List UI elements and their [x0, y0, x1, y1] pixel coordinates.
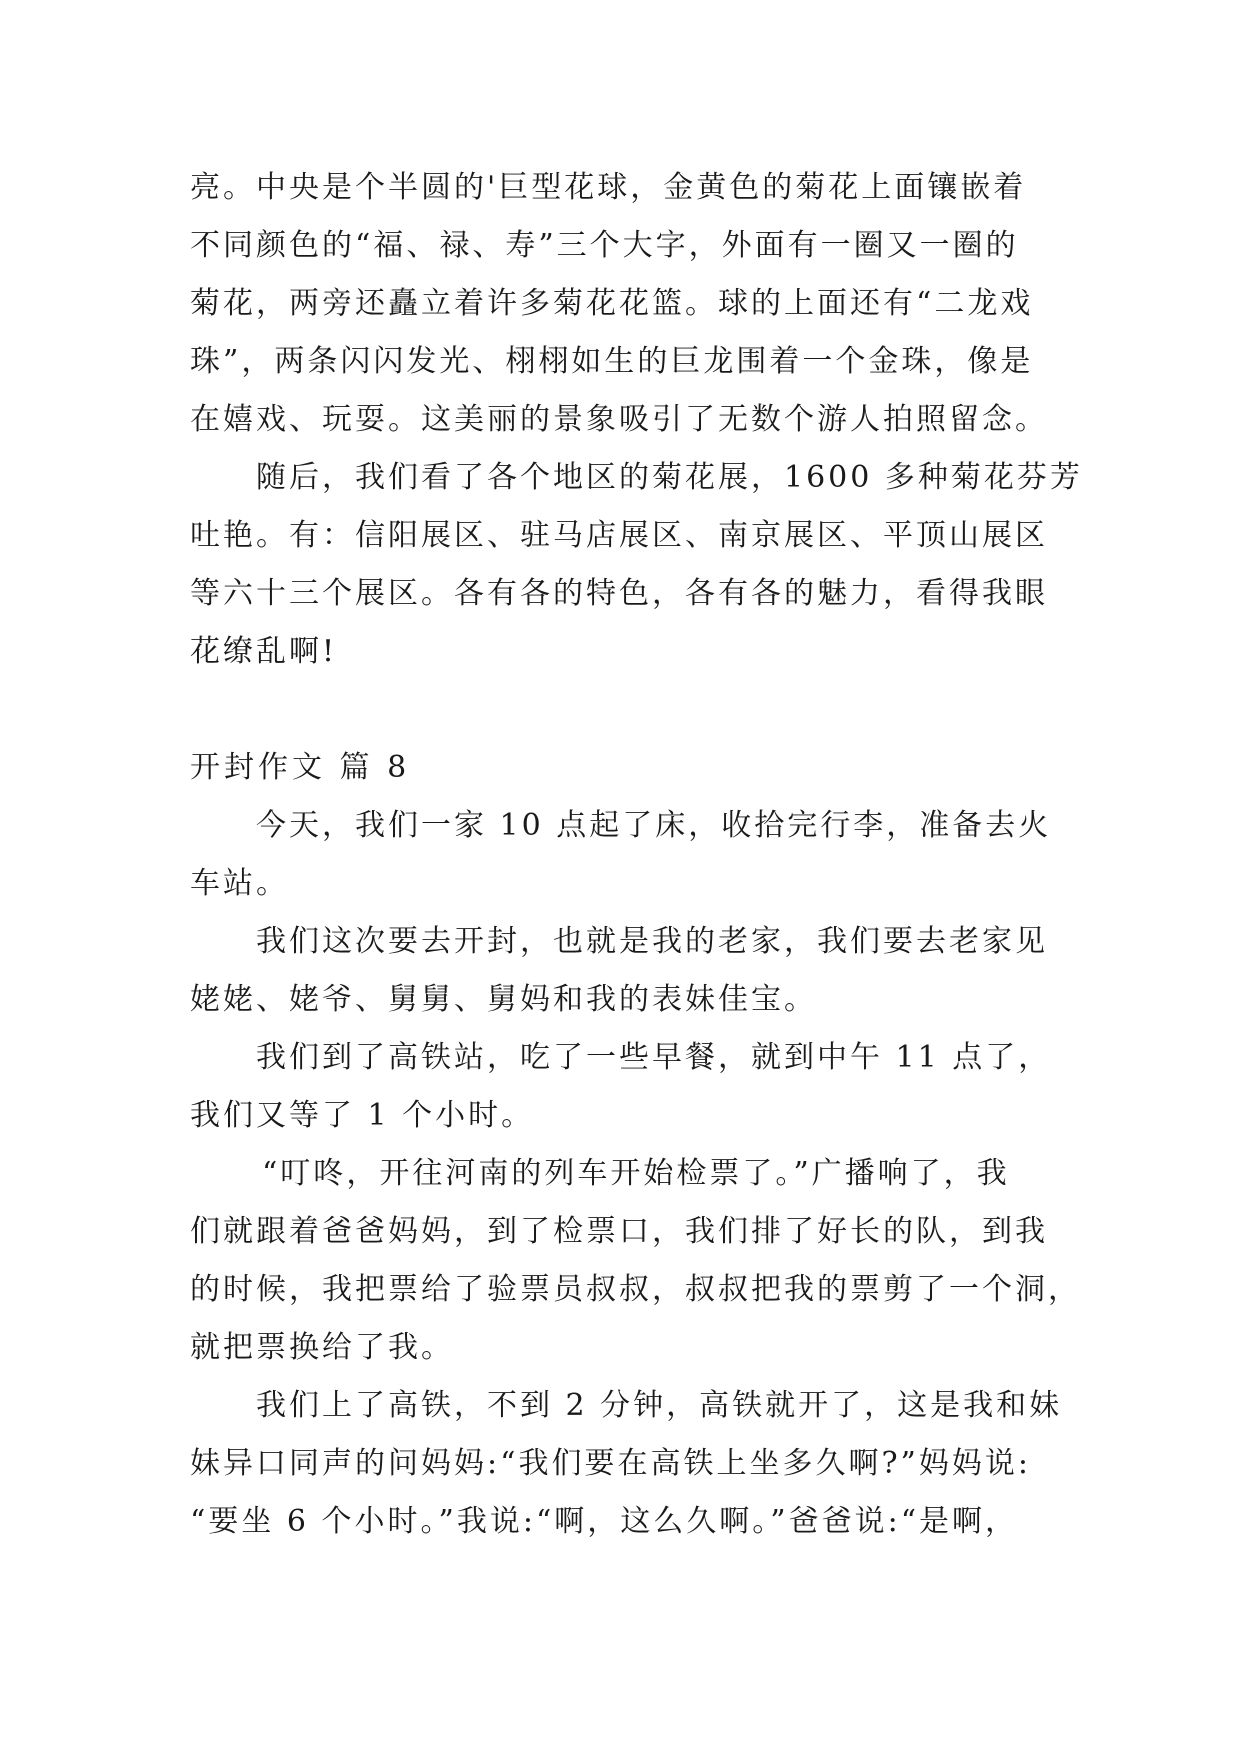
paragraph-line: 我们到了高铁站，吃了一些早餐，就到中午 11 点了， [256, 1040, 1052, 1075]
paragraph-line: 等六十三个展区。各有各的特色，各有各的魅力，看得我眼 [190, 576, 1048, 611]
paragraph-line: 今天，我们一家 10 点起了床，收拾完行李，准备去火 [256, 808, 1052, 843]
paragraph-line: 车站。 [190, 866, 289, 901]
paragraph-line: 们就跟着爸爸妈妈，到了检票口，我们排了好长的队，到我 [190, 1214, 1048, 1249]
paragraph-line: 珠”，两条闪闪发光、栩栩如生的巨龙围着一个金珠，像是 [190, 344, 1034, 379]
paragraph-line: 不同颜色的“福、禄、寿”三个大字，外面有一圈又一圈的 [190, 228, 1019, 263]
paragraph-line: 妹异口同声的问妈妈:“我们要在高铁上坐多久啊?”妈妈说: [190, 1446, 1031, 1481]
paragraph-line: 姥姥、姥爷、舅舅、舅妈和我的表妹佳宝。 [190, 982, 817, 1017]
paragraph-line: 吐艳。有：信阳展区、驻马店展区、南京展区、平顶山展区 [190, 518, 1048, 553]
paragraph-line: 我们上了高铁，不到 2 分钟，高铁就开了，这是我和妹 [256, 1388, 1063, 1423]
paragraph-line: 在嬉戏、玩耍。这美丽的景象吸引了无数个游人拍照留念。 [190, 402, 1048, 437]
paragraph-line: 花缭乱啊! [190, 634, 338, 669]
paragraph-line: 我们这次要去开封，也就是我的老家，我们要去老家见 [256, 924, 1048, 959]
paragraph-line: “要坐 6 个小时。”我说:“啊，这么久啊。”爸爸说:“是啊， [190, 1504, 1019, 1539]
section-heading: 开封作文 篇 8 [190, 750, 411, 785]
paragraph-line: 亮。中央是个半圆的'巨型花球，金黄色的菊花上面镶嵌着 [190, 170, 1027, 205]
paragraph-line: 菊花，两旁还矗立着许多菊花花篮。球的上面还有“二龙戏 [190, 286, 1034, 321]
paragraph-line: 随后，我们看了各个地区的菊花展，1600 多种菊花芬芳 [256, 460, 1083, 495]
paragraph-line: 的时候，我把票给了验票员叔叔，叔叔把我的票剪了一个洞， [190, 1272, 1081, 1307]
paragraph-line: 我们又等了 1 个小时。 [190, 1098, 535, 1133]
paragraph-line: 就把票换给了我。 [190, 1330, 454, 1365]
paragraph-line: “叮咚，开往河南的列车开始检票了。”广播响了，我 [262, 1156, 1010, 1191]
